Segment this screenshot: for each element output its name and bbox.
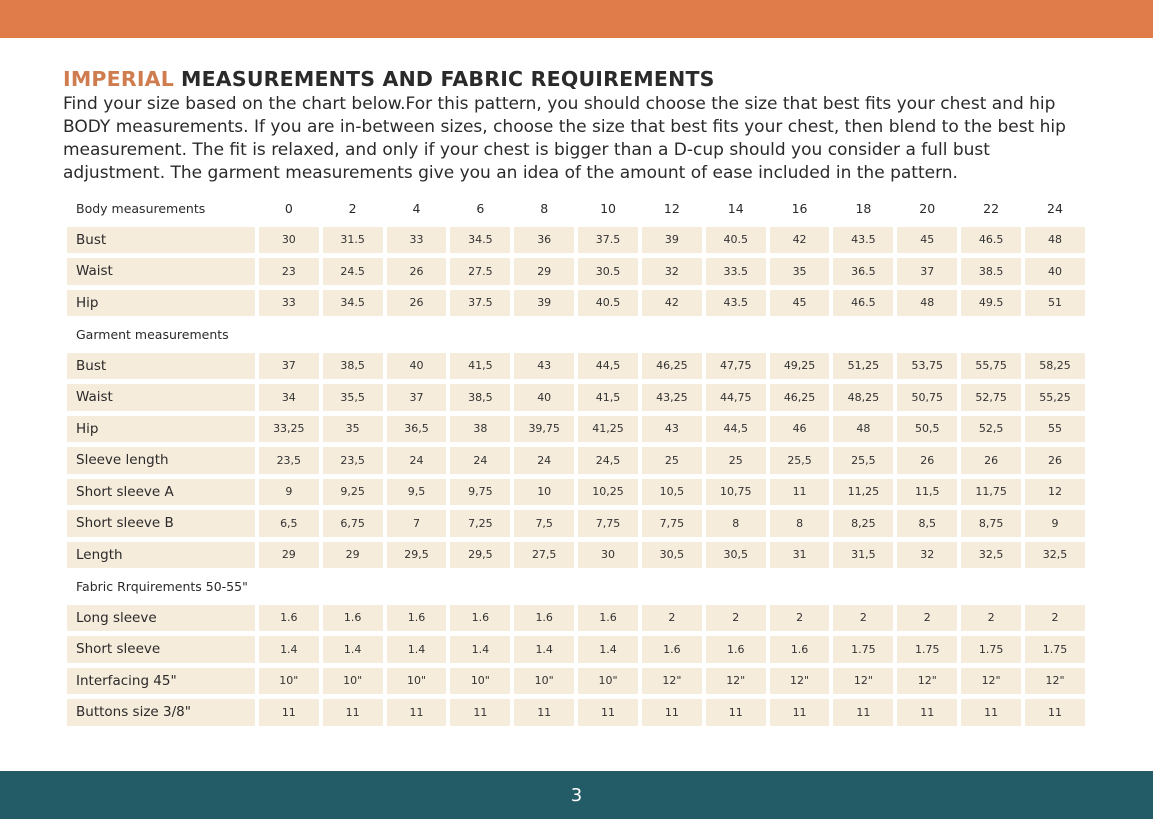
table-cell: 2 (1025, 605, 1085, 632)
section-spacer-cell (1025, 321, 1085, 348)
table-row (67, 384, 1085, 411)
section-spacer-cell (259, 573, 319, 600)
table-cell: 35 (770, 258, 830, 285)
table-cell: 58,25 (1025, 353, 1085, 380)
table-cell: 23,5 (259, 447, 319, 474)
table-cell: 25 (706, 447, 766, 474)
table-cell: 10" (450, 668, 510, 695)
table-cell: 29 (259, 542, 319, 569)
measurement-table (63, 190, 1089, 731)
table-cell: 7,5 (514, 510, 574, 537)
table-cell: 1.6 (387, 605, 447, 632)
table-cell: 9,75 (450, 479, 510, 506)
table-cell: 12" (961, 668, 1021, 695)
table-row (67, 258, 1085, 285)
table-cell: 46,25 (642, 353, 702, 380)
table-cell: 26 (1025, 447, 1085, 474)
table-cell: 1.4 (323, 636, 383, 663)
measurement-table-body (67, 195, 1085, 726)
size-header: 8 (540, 200, 549, 216)
section-spacer-cell (961, 573, 1021, 600)
measurement-table-container (67, 190, 1089, 731)
table-cell: 26 (387, 258, 447, 285)
table-cell: 51 (1025, 290, 1085, 317)
table-cell: 55,25 (1025, 384, 1085, 411)
table-cell: 10" (514, 668, 574, 695)
table-cell: 1.6 (259, 605, 319, 632)
table-cell: 10" (387, 668, 447, 695)
table-cell: 10" (323, 668, 383, 695)
table-cell: 32,5 (1025, 542, 1085, 569)
section-spacer-cell (1025, 573, 1085, 600)
row-label: Hip (67, 416, 255, 443)
section-spacer-cell (578, 573, 638, 600)
table-cell: 11 (514, 699, 574, 726)
table-cell: 41,25 (578, 416, 638, 443)
table-row (67, 227, 1085, 254)
table-cell: 39 (642, 227, 702, 254)
table-cell: 7 (387, 510, 447, 537)
table-cell: 40 (387, 353, 447, 380)
table-cell: 10,25 (578, 479, 638, 506)
size-header: 14 (727, 200, 744, 216)
table-cell: 39,75 (514, 416, 574, 443)
row-label: Short sleeve (67, 636, 255, 663)
table-cell: 51,25 (833, 353, 893, 380)
table-cell: 52,75 (961, 384, 1021, 411)
table-cell: 33.5 (706, 258, 766, 285)
table-cell: 39 (514, 290, 574, 317)
table-cell: 32 (642, 258, 702, 285)
table-cell: 24,5 (578, 447, 638, 474)
section-title: Fabric Rrquirements 50-55" (76, 578, 248, 594)
table-cell: 29 (323, 542, 383, 569)
table-cell: 35 (323, 416, 383, 443)
section-spacer-cell (514, 321, 574, 348)
table-cell: 40.5 (706, 227, 766, 254)
table-cell: 31 (770, 542, 830, 569)
table-cell: 11 (1025, 699, 1085, 726)
table-cell: 1.4 (578, 636, 638, 663)
table-cell: 7,75 (578, 510, 638, 537)
table-cell: 2 (961, 605, 1021, 632)
section-title: Body measurements (76, 200, 206, 216)
table-cell: 42 (642, 290, 702, 317)
table-cell: 41,5 (578, 384, 638, 411)
section-spacer-cell (387, 321, 447, 348)
section-spacer-cell (961, 321, 1021, 348)
section-spacer-cell (706, 573, 766, 600)
top-color-band (0, 0, 1153, 38)
table-cell: 11 (578, 699, 638, 726)
bottom-color-band (0, 771, 1153, 819)
size-header: 0 (284, 200, 293, 216)
table-row (67, 447, 1085, 474)
table-cell: 2 (642, 605, 702, 632)
table-cell: 29,5 (450, 542, 510, 569)
table-cell: 34.5 (450, 227, 510, 254)
table-cell: 29 (514, 258, 574, 285)
table-cell: 48 (1025, 227, 1085, 254)
table-cell: 11 (897, 699, 957, 726)
table-row (67, 353, 1085, 380)
table-cell: 50,75 (897, 384, 957, 411)
table-cell: 11 (770, 699, 830, 726)
table-cell: 29,5 (387, 542, 447, 569)
table-cell: 43 (642, 416, 702, 443)
table-cell: 12" (706, 668, 766, 695)
table-cell: 27,5 (514, 542, 574, 569)
table-cell: 10" (259, 668, 319, 695)
table-cell: 7,75 (642, 510, 702, 537)
table-cell: 48,25 (833, 384, 893, 411)
table-cell: 43.5 (833, 227, 893, 254)
table-cell: 10" (578, 668, 638, 695)
table-cell: 24.5 (323, 258, 383, 285)
size-header: 16 (791, 200, 808, 216)
table-cell: 25,5 (770, 447, 830, 474)
table-cell: 33 (387, 227, 447, 254)
table-cell: 55,75 (961, 353, 1021, 380)
table-cell: 36,5 (387, 416, 447, 443)
section-spacer-cell (770, 573, 830, 600)
table-cell: 11 (961, 699, 1021, 726)
section-spacer-cell (642, 573, 702, 600)
table-cell: 41,5 (450, 353, 510, 380)
table-row (67, 416, 1085, 443)
row-label: Hip (67, 290, 255, 317)
table-cell: 11 (323, 699, 383, 726)
table-cell: 1.6 (770, 636, 830, 663)
table-cell: 38,5 (323, 353, 383, 380)
table-cell: 23 (259, 258, 319, 285)
table-cell: 30 (578, 542, 638, 569)
section-spacer-cell (323, 321, 383, 348)
table-cell: 12 (1025, 479, 1085, 506)
section-header-row (67, 573, 1085, 600)
table-cell: 26 (897, 447, 957, 474)
row-label: Long sleeve (67, 605, 255, 632)
section-spacer-cell (642, 321, 702, 348)
row-label: Short sleeve B (67, 510, 255, 537)
table-cell: 55 (1025, 416, 1085, 443)
section-spacer-cell (833, 321, 893, 348)
table-cell: 1.75 (833, 636, 893, 663)
table-row (67, 636, 1085, 663)
table-cell: 1.75 (897, 636, 957, 663)
section-title: Garment measurements (76, 326, 229, 342)
section-spacer-cell (706, 321, 766, 348)
table-cell: 32 (897, 542, 957, 569)
page-title (63, 67, 715, 91)
row-label: Bust (67, 227, 255, 254)
table-cell: 11,25 (833, 479, 893, 506)
table-row (67, 605, 1085, 632)
table-cell: 8 (706, 510, 766, 537)
table-cell: 2 (706, 605, 766, 632)
table-cell: 12" (1025, 668, 1085, 695)
table-cell: 44,75 (706, 384, 766, 411)
table-cell: 46,25 (770, 384, 830, 411)
table-cell: 11 (706, 699, 766, 726)
table-cell: 34 (259, 384, 319, 411)
section-spacer-cell (578, 321, 638, 348)
table-cell: 9 (1025, 510, 1085, 537)
table-cell: 38.5 (961, 258, 1021, 285)
size-header: 4 (412, 200, 421, 216)
table-cell: 26 (387, 290, 447, 317)
table-cell: 9,5 (387, 479, 447, 506)
table-cell: 11 (770, 479, 830, 506)
size-header: 10 (600, 200, 616, 216)
table-cell: 11,5 (897, 479, 957, 506)
table-cell: 36 (514, 227, 574, 254)
table-cell: 30.5 (578, 258, 638, 285)
row-label: Short sleeve A (67, 479, 255, 506)
row-label: Buttons size 3/8" (67, 699, 255, 726)
section-spacer-cell (833, 573, 893, 600)
table-cell: 1.75 (961, 636, 1021, 663)
table-cell: 26 (961, 447, 1021, 474)
table-cell: 40.5 (578, 290, 638, 317)
section-header-row (67, 321, 1085, 348)
table-cell: 10 (514, 479, 574, 506)
section-spacer-cell (450, 321, 510, 348)
table-cell: 11 (450, 699, 510, 726)
page-number: 3 (570, 784, 583, 806)
table-cell: 47,75 (706, 353, 766, 380)
table-cell: 43,25 (642, 384, 702, 411)
table-cell: 11,75 (961, 479, 1021, 506)
table-cell: 44,5 (706, 416, 766, 443)
table-cell: 2 (770, 605, 830, 632)
table-cell: 24 (450, 447, 510, 474)
table-cell: 2 (897, 605, 957, 632)
title-rest: MEASUREMENTS AND FABRIC REQUIREMENTS (181, 67, 715, 91)
table-cell: 1.6 (642, 636, 702, 663)
table-cell: 32,5 (961, 542, 1021, 569)
table-cell: 37 (897, 258, 957, 285)
size-header: 24 (1047, 200, 1063, 216)
section-spacer-cell (450, 573, 510, 600)
table-cell: 37.5 (450, 290, 510, 317)
table-cell: 44,5 (578, 353, 638, 380)
table-cell: 11 (259, 699, 319, 726)
table-cell: 40 (1025, 258, 1085, 285)
table-cell: 31,5 (833, 542, 893, 569)
table-cell: 38 (450, 416, 510, 443)
table-cell: 1.6 (450, 605, 510, 632)
table-cell: 25 (642, 447, 702, 474)
table-cell: 8,25 (833, 510, 893, 537)
table-cell: 46.5 (833, 290, 893, 317)
table-cell: 40 (514, 384, 574, 411)
row-label: Bust (67, 353, 255, 380)
table-cell: 12" (897, 668, 957, 695)
table-cell: 1.4 (450, 636, 510, 663)
table-cell: 2 (833, 605, 893, 632)
table-cell: 42 (770, 227, 830, 254)
table-row (67, 510, 1085, 537)
title-accent: IMPERIAL (63, 67, 174, 91)
section-spacer-cell (323, 573, 383, 600)
size-header: 18 (855, 200, 872, 216)
table-cell: 1.4 (259, 636, 319, 663)
table-cell: 33 (259, 290, 319, 317)
table-cell: 35,5 (323, 384, 383, 411)
table-row (67, 479, 1085, 506)
table-cell: 1.75 (1025, 636, 1085, 663)
section-spacer-cell (897, 573, 957, 600)
table-cell: 45 (770, 290, 830, 317)
table-cell: 9 (259, 479, 319, 506)
size-header: 20 (919, 200, 936, 216)
size-header: 6 (476, 200, 485, 216)
table-cell: 53,75 (897, 353, 957, 380)
table-cell: 31.5 (323, 227, 383, 254)
table-cell: 33,25 (259, 416, 319, 443)
table-cell: 1.6 (706, 636, 766, 663)
table-cell: 10,5 (642, 479, 702, 506)
table-cell: 49,25 (770, 353, 830, 380)
table-cell: 8,5 (897, 510, 957, 537)
table-cell: 37.5 (578, 227, 638, 254)
section-spacer-cell (770, 321, 830, 348)
table-cell: 49.5 (961, 290, 1021, 317)
row-label: Length (67, 542, 255, 569)
table-row (67, 699, 1085, 726)
table-cell: 1.6 (323, 605, 383, 632)
table-cell: 34.5 (323, 290, 383, 317)
table-cell: 52,5 (961, 416, 1021, 443)
table-row (67, 542, 1085, 569)
table-cell: 50,5 (897, 416, 957, 443)
table-cell: 11 (833, 699, 893, 726)
table-cell: 8 (770, 510, 830, 537)
size-header: 12 (663, 200, 680, 216)
table-cell: 38,5 (450, 384, 510, 411)
table-cell: 36.5 (833, 258, 893, 285)
table-cell: 37 (387, 384, 447, 411)
section-spacer-cell (897, 321, 957, 348)
table-cell: 45 (897, 227, 957, 254)
table-cell: 43.5 (706, 290, 766, 317)
table-cell: 46.5 (961, 227, 1021, 254)
table-cell: 37 (259, 353, 319, 380)
table-cell: 1.6 (514, 605, 574, 632)
table-cell: 12" (833, 668, 893, 695)
table-cell: 1.4 (514, 636, 574, 663)
table-row (67, 290, 1085, 317)
table-cell: 30 (259, 227, 319, 254)
table-cell: 10,75 (706, 479, 766, 506)
table-cell: 12" (642, 668, 702, 695)
table-cell: 24 (514, 447, 574, 474)
table-cell: 48 (833, 416, 893, 443)
size-header: 2 (348, 200, 357, 216)
row-label: Waist (67, 384, 255, 411)
table-cell: 11 (642, 699, 702, 726)
row-label: Waist (67, 258, 255, 285)
section-spacer-cell (387, 573, 447, 600)
table-cell: 25,5 (833, 447, 893, 474)
table-cell: 27.5 (450, 258, 510, 285)
size-header: 22 (983, 200, 1000, 216)
table-cell: 43 (514, 353, 574, 380)
section-spacer-cell (514, 573, 574, 600)
row-label: Sleeve length (67, 447, 255, 474)
table-cell: 30,5 (642, 542, 702, 569)
section-header-row (67, 195, 1085, 222)
table-cell: 30,5 (706, 542, 766, 569)
table-row (67, 668, 1085, 695)
table-cell: 6,5 (259, 510, 319, 537)
intro-paragraph: Find your size based on the chart below.For this pattern, you should choose the size that best fits your chest and hip BODY measurements. If you are in-between sizes, choose the size that best fits your chest, then blend to the best hip measurement. The fit is relaxed, and only if your chest is bigger than a D-cup should you consider a full bust adjustment. The garment measurements give you an idea of the amount of ease included in the pattern. (63, 94, 1066, 183)
table-cell: 1.4 (387, 636, 447, 663)
table-cell: 9,25 (323, 479, 383, 506)
table-cell: 1.6 (578, 605, 638, 632)
section-spacer-cell (259, 321, 319, 348)
table-cell: 6,75 (323, 510, 383, 537)
table-cell: 7,25 (450, 510, 510, 537)
table-cell: 8,75 (961, 510, 1021, 537)
table-cell: 23,5 (323, 447, 383, 474)
table-cell: 12" (770, 668, 830, 695)
row-label: Interfacing 45" (67, 668, 255, 695)
table-cell: 24 (387, 447, 447, 474)
table-cell: 46 (770, 416, 830, 443)
table-cell: 48 (897, 290, 957, 317)
table-cell: 11 (387, 699, 447, 726)
